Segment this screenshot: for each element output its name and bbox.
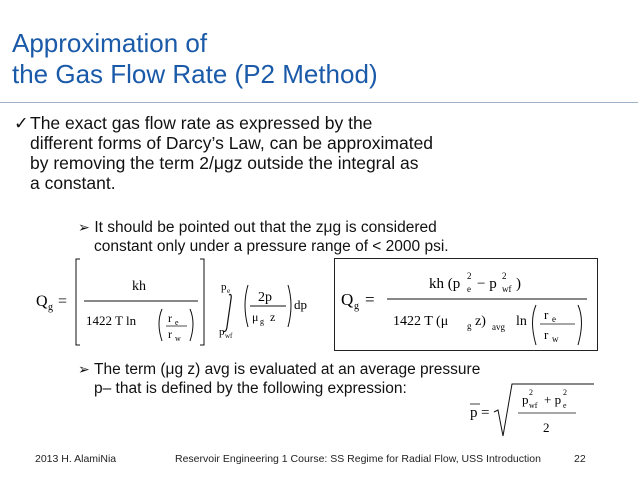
eq-int-paren-close xyxy=(288,285,291,327)
pbar-pe-sub: e xyxy=(563,401,567,410)
eq2-num-close: ) xyxy=(516,276,521,292)
eq2-mu-sub: g xyxy=(467,321,472,331)
eq2-pe-sq: 2 xyxy=(467,271,472,281)
footer-author: 2013 H. AlamiNia xyxy=(35,453,117,465)
eq-rw-sub: w xyxy=(175,334,181,343)
title-divider xyxy=(0,102,638,103)
eq2-pe-sub: e xyxy=(467,284,471,294)
footer-course: Reservoir Engineering 1 Course: SS Regime for Radial Flow, USS Introduction xyxy=(175,453,541,465)
eq-left-bracket xyxy=(76,259,80,345)
eq-int-mu-sub: g xyxy=(260,317,264,326)
eq-lhs: Q xyxy=(36,293,48,310)
eq2-z-close: z) xyxy=(475,314,486,329)
eq-lhs-sub: g xyxy=(48,302,53,313)
pbar-pwf-sq: 2 xyxy=(529,388,533,397)
eq-upper-limit: p xyxy=(221,281,227,293)
eq-lower-sub: wf xyxy=(225,332,233,340)
eq-lower-limit: p xyxy=(219,326,225,338)
eq2-paren-open xyxy=(533,305,537,345)
bullet-line: by removing the term 2/μgz outside the integral as xyxy=(30,153,419,173)
equation-integral-form xyxy=(36,255,336,350)
eq2-lhs-sub: g xyxy=(354,301,359,312)
eq2-re: r xyxy=(544,307,549,322)
eq-dp: dp xyxy=(294,297,307,312)
eq-equals: = xyxy=(58,293,68,310)
pbar-equals: = xyxy=(481,405,490,421)
bullet-line: a constant. xyxy=(30,173,116,193)
eq2-lhs: Q xyxy=(341,290,354,309)
eq-int-z: z xyxy=(270,310,276,324)
pbar-pwf-sub: wf xyxy=(529,401,538,410)
equation-average-pressure xyxy=(466,380,596,440)
equation-closed-form-box xyxy=(334,258,598,351)
eq-paren-close xyxy=(190,309,193,341)
eq-re: r xyxy=(168,311,172,325)
bullet-gas-flow-approximation xyxy=(14,113,624,193)
eq-right-bracket xyxy=(200,259,204,345)
sub-bullet-line: It should be pointed out that the zμg is considered xyxy=(94,219,437,236)
eq2-pwf-sub: wf xyxy=(502,284,512,294)
checkmark-icon: ✓ xyxy=(14,113,29,133)
eq2-denom-const: 1422 T (μ xyxy=(393,314,449,329)
pbar-plus-p: + p xyxy=(544,392,562,407)
eq2-avg: avg xyxy=(492,322,505,332)
equation-closed-form xyxy=(335,259,597,350)
eq2-minus-p: − p xyxy=(477,276,497,292)
eq-paren-open xyxy=(159,309,162,341)
slide-title-line-2: the Gas Flow Rate (P2 Method) xyxy=(12,59,378,89)
bullet-line: different forms of Darcy’s Law, can be approximated xyxy=(30,133,434,153)
eq2-pwf-sq: 2 xyxy=(502,271,507,281)
pbar-denom: 2 xyxy=(543,420,550,435)
eq2-rw: r xyxy=(544,327,549,342)
eq2-paren-close xyxy=(578,305,582,345)
eq-int-paren-open xyxy=(245,285,248,327)
bullet-line: The exact gas flow rate as expressed by the xyxy=(30,113,373,133)
sub-bullet-line: The term (μg z) avg is evaluated at an average pressure xyxy=(94,361,481,378)
eq-denominator: 1422 T ln xyxy=(86,313,137,328)
arrow-bullet-icon: ➢ xyxy=(78,219,90,235)
eq-upper-sub: e xyxy=(227,287,231,295)
pbar-pwf: p xyxy=(522,392,529,407)
footer-page-number: 22 xyxy=(574,453,586,465)
eq2-ln: ln xyxy=(516,314,527,329)
eq-int-mu: μ xyxy=(252,310,259,324)
eq2-num-kh: kh (p xyxy=(429,276,461,292)
sub-bullet-line: constant only under a pressure range of < 2000 psi. xyxy=(94,237,449,255)
slide-title-line-1: Approximation of xyxy=(12,28,208,58)
eq2-equals: = xyxy=(365,290,375,309)
sub-bullet-line: p– that is defined by the following expression: xyxy=(94,379,407,397)
arrow-bullet-icon: ➢ xyxy=(78,361,90,377)
slide-title xyxy=(12,28,612,90)
eq2-re-sub: e xyxy=(552,314,556,324)
pbar-p: p xyxy=(470,405,478,421)
eq-rw: r xyxy=(168,327,172,341)
eq2-rw-sub: w xyxy=(552,334,559,344)
eq-int-numerator: 2p xyxy=(258,290,272,305)
sub-bullet-pressure-range xyxy=(78,218,618,256)
pbar-pe-sq: 2 xyxy=(563,388,567,397)
eq-re-sub: e xyxy=(175,318,179,327)
eq-numerator: kh xyxy=(132,279,146,294)
